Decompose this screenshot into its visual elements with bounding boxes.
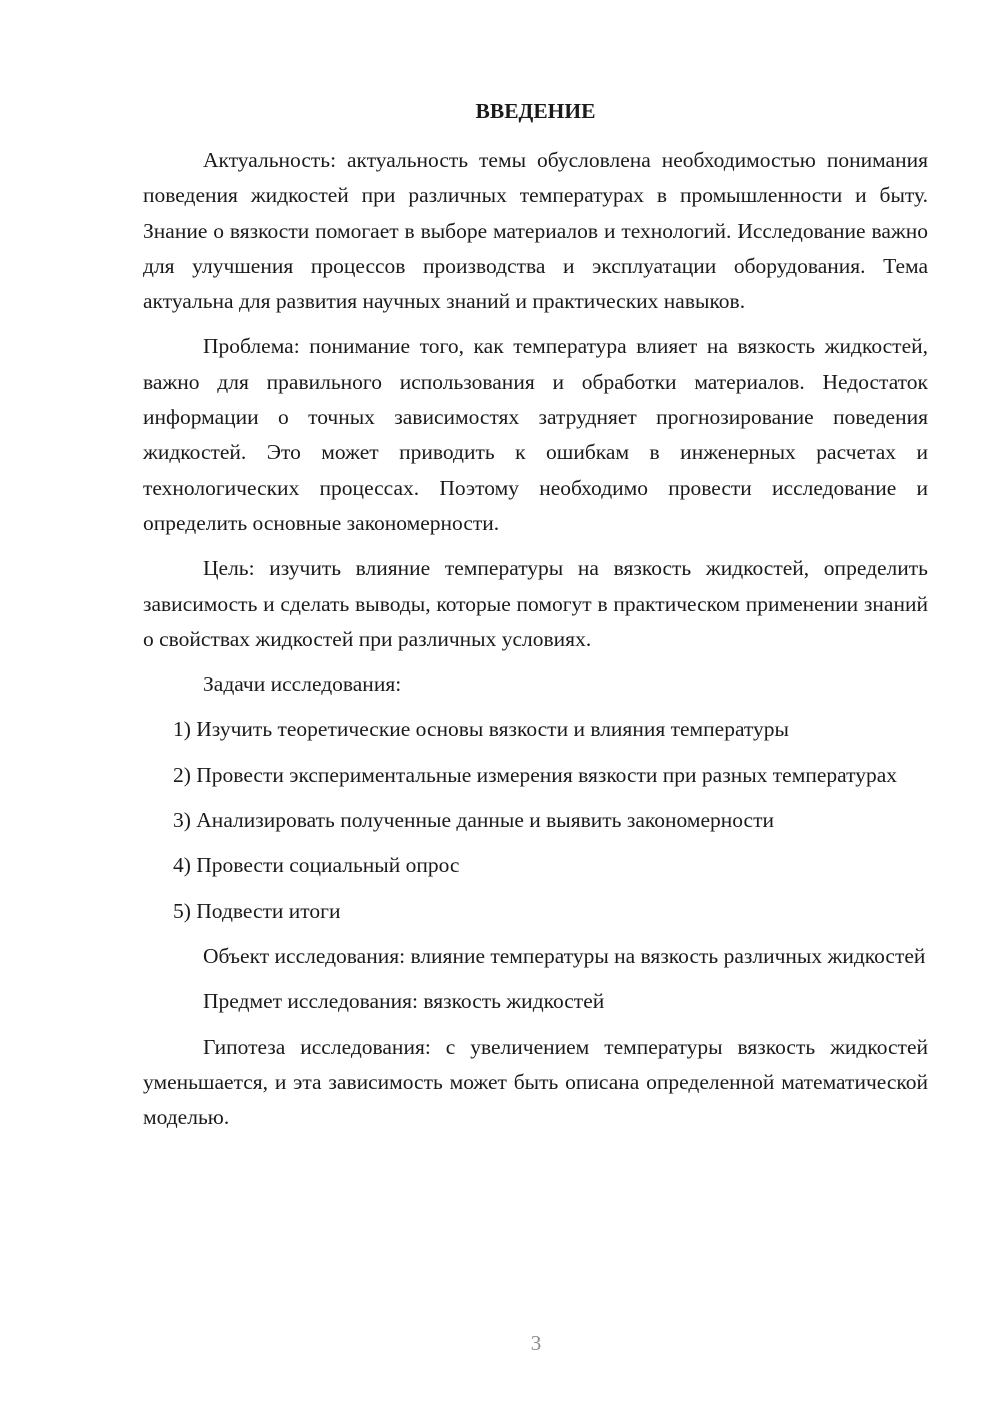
relevance-paragraph: Актуальность: актуальность темы обусловлена необходимостью понимания поведения жидкостей при различных температурах в промышленности и быту. Знание о вязкости помогает в выборе материалов и технологий. Исследование важно для улучшения процессов производства и эксплуатации оборудования. Тема актуальна для развития научных знаний и практических навыков. [143,148,928,314]
subject-paragraph: Предмет исследования: вязкость жидкостей [203,989,605,1014]
hypothesis-paragraph: Гипотеза исследования: с увеличением температуры вязкость жидкостей уменьшается, и эта зависимость может быть описана определенной математической моделью. [143,1034,928,1130]
problem-paragraph: Проблема: понимание того, как температура влияет на вязкость жидкостей, важно для правильного использования и обработки материалов. Недостаток информации о точных зависимостях затрудняет прогнозирование поведения жидкостей. Это может приводить к ошибкам в инженерных расчетах и технологических процессах. Поэтому необходимо провести исследование и определить основные закономерности. [143,334,928,535]
document-page [143,94,928,1135]
task-item: 2) Провести экспериментальные измерения вязкости при разных температурах [173,762,898,787]
task-item: 5) Подвести итоги [173,898,341,923]
page-title: ВВЕДЕНИЕ [475,99,596,123]
task-item: 1) Изучить теоретические основы вязкости и влияния температуры [173,717,789,742]
task-item: 4) Провести социальный опрос [173,853,460,878]
object-paragraph: Объект исследования: влияние температуры на вязкость различных жидкостей [203,943,926,968]
tasks-heading: Задачи исследования: [203,672,402,697]
goal-paragraph: Цель: изучить влияние температуры на вязкость жидкостей, определить зависимость и сделать выводы, которые помогут в практическом применении знаний о свойствах жидкостей при различных условиях. [143,556,928,651]
task-item: 3) Анализировать полученные данные и выявить закономерности [173,808,774,833]
page-number: 3 [530,1331,542,1355]
